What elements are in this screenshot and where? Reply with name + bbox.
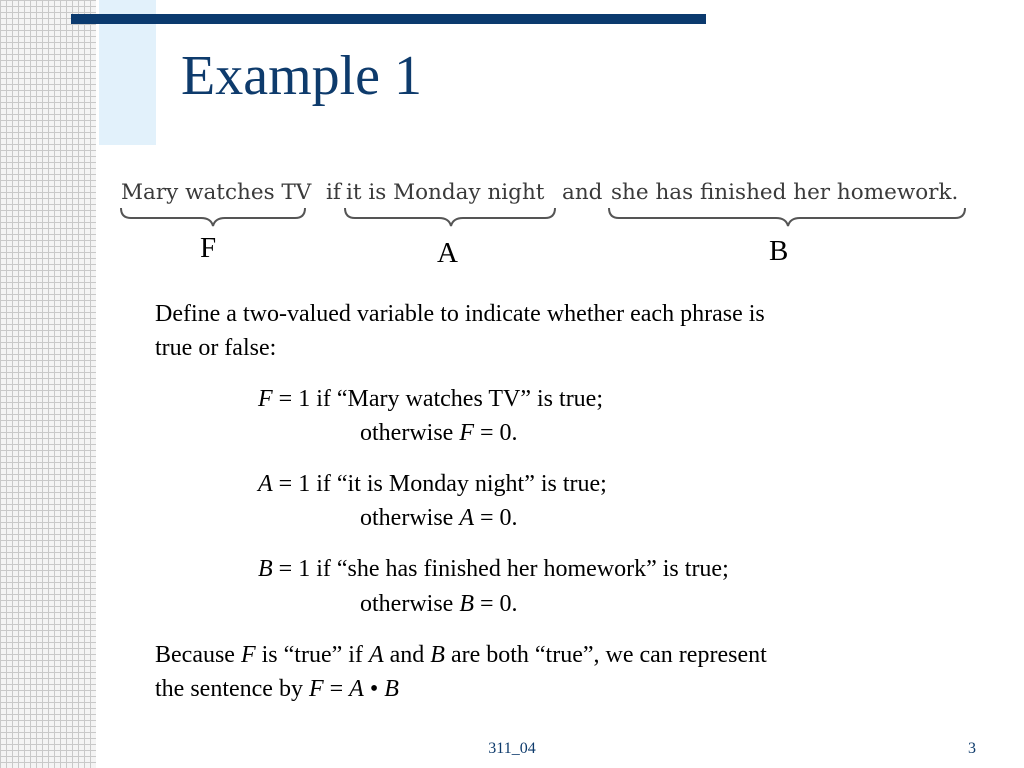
f-definition [258, 382, 603, 416]
a-definition [258, 467, 607, 501]
because-var-a: A [368, 642, 384, 668]
f-otherwise-word: otherwise [360, 420, 460, 446]
because-line [155, 638, 767, 672]
grid-pattern-sidebar [0, 0, 96, 768]
because-text-1: Because [155, 642, 241, 668]
a-condition: = 1 if “it is Monday night” is true; [272, 471, 607, 497]
b-condition: = 1 if “she has finished her homework” is true; [272, 556, 729, 582]
expr-var-b: B [384, 676, 399, 702]
define-line-1: Define a two-valued variable to indicate whether each phrase is [155, 301, 765, 327]
because-text-4: are both “true”, we can represent [444, 642, 767, 668]
a-zero: = 0. [473, 505, 518, 531]
expr-var-f: F [308, 676, 324, 702]
brace-f [121, 208, 305, 226]
sentence-prefix: the sentence by [155, 676, 309, 702]
var-b: B [258, 556, 273, 582]
f-otherwise [360, 416, 518, 450]
expr-equals: = [323, 676, 350, 702]
because-var-b: B [430, 642, 445, 668]
a-otherwise-word: otherwise [360, 505, 460, 531]
because-var-f: F [240, 642, 256, 668]
label-b: B [769, 235, 789, 267]
var-a: A [258, 471, 273, 497]
because-text-3: and [383, 642, 431, 668]
slide-title: Example 1 [181, 45, 423, 107]
label-a: A [437, 237, 458, 269]
phrase-monday-night: it is Monday night [346, 180, 545, 205]
brace-a [345, 208, 555, 226]
var-a-otherwise: A [459, 505, 474, 531]
b-zero: = 0. [473, 591, 518, 617]
f-condition: = 1 if “Mary watches TV” is true; [272, 386, 603, 412]
expression-line [155, 672, 399, 706]
title-accent-bar [71, 14, 706, 24]
define-line-2: true or false: [155, 335, 277, 361]
b-definition [258, 552, 729, 586]
page-number: 3 [968, 740, 976, 757]
because-text-2: is “true” if [255, 642, 369, 668]
b-otherwise-word: otherwise [360, 591, 460, 617]
expr-dot: • [363, 676, 385, 702]
var-f-otherwise: F [459, 420, 474, 446]
connector-and: and [562, 180, 603, 205]
brace-b [609, 208, 965, 226]
var-f: F [258, 386, 273, 412]
label-f: F [200, 232, 217, 264]
footer-course-code: 311_04 [488, 740, 536, 757]
a-otherwise [360, 501, 518, 535]
phrase-mary-watches-tv: Mary watches TV [121, 180, 312, 205]
f-zero: = 0. [473, 420, 518, 446]
connector-if: if [326, 180, 341, 205]
phrase-finished-homework: she has finished her homework. [611, 180, 959, 205]
var-b-otherwise: B [459, 591, 474, 617]
b-otherwise [360, 587, 518, 621]
expr-var-a: A [349, 676, 364, 702]
